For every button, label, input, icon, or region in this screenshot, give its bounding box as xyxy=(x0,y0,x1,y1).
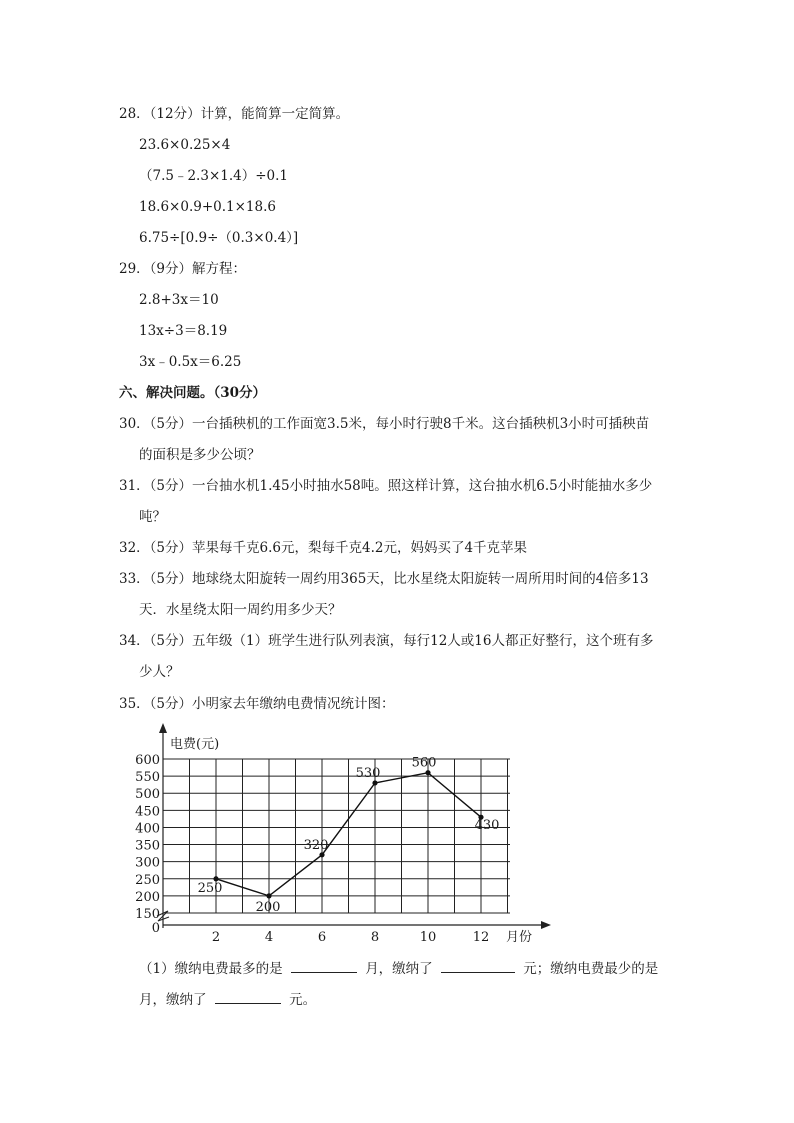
data-label: 250 xyxy=(197,880,223,896)
x-tick-label: 12 xyxy=(472,930,490,945)
data-point xyxy=(425,770,430,775)
q30-line-2: 的面积是多少公顷？ xyxy=(139,447,261,463)
q34-line-2: 少人？ xyxy=(139,664,180,680)
q33-line-2: 天．水星绕太阳一周约用多少天？ xyxy=(139,602,342,618)
answer-blank-max-month[interactable] xyxy=(291,958,357,973)
q31-line-2: 吨？ xyxy=(139,509,166,525)
y-tick-label: 400 xyxy=(135,821,160,837)
q33-line-1: 33．（5分）地球绕太阳旋转一周约用365天，比水星绕太阳旋转一周所用时间的4倍多13 xyxy=(119,571,649,587)
q29-heading: 29．（9分）解方程： xyxy=(119,261,247,277)
q28-heading: 28．（12分）计算，能简算一定简算。 xyxy=(119,106,350,122)
y-tick-label: 200 xyxy=(135,889,160,905)
q35-sub2-text-a: 月，缴纳了 xyxy=(139,992,207,1008)
q35-heading: 35．（5分）小明家去年缴纳电费情况统计图： xyxy=(119,696,395,712)
q28-item-1: 23.6×0.25×4 xyxy=(139,137,231,153)
y-tick-label: 250 xyxy=(135,872,160,888)
q32-line: 32．（5分）苹果每千克6.6元，梨每千克4.2元，妈妈买了4千克苹果 xyxy=(119,540,528,556)
q31-line-1: 31．（5分）一台抽水机1.45小时抽水58吨。照这样计算，这台抽水机6.5小时能抽水多少 xyxy=(119,478,653,494)
y-tick-label: 300 xyxy=(135,855,160,871)
y-tick-label: 150 xyxy=(135,907,160,922)
x-tick-label: 10 xyxy=(419,930,437,945)
q28-item-4: 6.75÷[0.9÷（0.3×0.4）] xyxy=(139,230,299,246)
y-axis-arrow xyxy=(159,723,167,733)
data-point xyxy=(319,852,324,857)
y-tick-label: 500 xyxy=(135,787,160,803)
q29-equation-1: 2.8+3x＝10 xyxy=(139,292,219,308)
data-point xyxy=(372,780,377,785)
y-tick-label: 0 xyxy=(151,921,160,936)
x-axis-arrow xyxy=(541,921,551,929)
data-label: 430 xyxy=(474,818,500,834)
y-tick-label: 600 xyxy=(135,753,160,768)
data-label: 320 xyxy=(303,837,329,853)
q35-sub1-text-c: 元；缴纳电费最少的是 xyxy=(523,961,659,977)
q29-equation-2: 13x÷3＝8.19 xyxy=(139,323,228,339)
q29-equation-3: 3x﹣0.5x＝6.25 xyxy=(139,354,242,370)
data-label: 530 xyxy=(355,765,381,781)
q28-item-2: （7.5﹣2.3×1.4）÷0.1 xyxy=(139,168,289,184)
x-tick-label: 8 xyxy=(370,930,380,945)
x-tick-label: 4 xyxy=(264,930,274,945)
y-tick-label: 450 xyxy=(135,804,160,820)
q35-sub1-text-a: （1）缴纳电费最多的是 xyxy=(139,961,283,977)
answer-blank-min-fee[interactable] xyxy=(215,989,281,1004)
x-tick-label: 6 xyxy=(317,930,327,945)
data-label: 560 xyxy=(411,755,437,771)
answer-blank-max-fee[interactable] xyxy=(441,958,515,973)
q28-item-3: 18.6×0.9+0.1×18.6 xyxy=(139,199,276,215)
q34-line-1: 34．（5分）五年级（1）班学生进行队列表演，每行12人或16人都正好整行，这个班有多 xyxy=(119,633,654,649)
section-heading: 六、解决问题。（30分） xyxy=(119,385,267,401)
x-tick-label: 2 xyxy=(211,930,221,945)
data-label: 200 xyxy=(255,899,281,915)
y-axis-title: 电费(元) xyxy=(170,737,220,752)
q35-sub2-text-b: 元。 xyxy=(289,992,317,1008)
y-tick-label: 550 xyxy=(135,770,160,786)
y-tick-label: 350 xyxy=(135,838,160,854)
data-point xyxy=(266,893,271,898)
q35-sub1-line-2 xyxy=(139,989,316,1009)
q35-sub1-line-1 xyxy=(139,958,658,978)
q35-sub1-text-b: 月，缴纳了 xyxy=(365,961,433,977)
x-axis-title: 月份 xyxy=(506,930,533,945)
q30-line-1: 30．（5分）一台插秧机的工作面宽3.5米，每小时行驶8千米。这台插秧机3小时可插秧苗 xyxy=(119,416,650,432)
